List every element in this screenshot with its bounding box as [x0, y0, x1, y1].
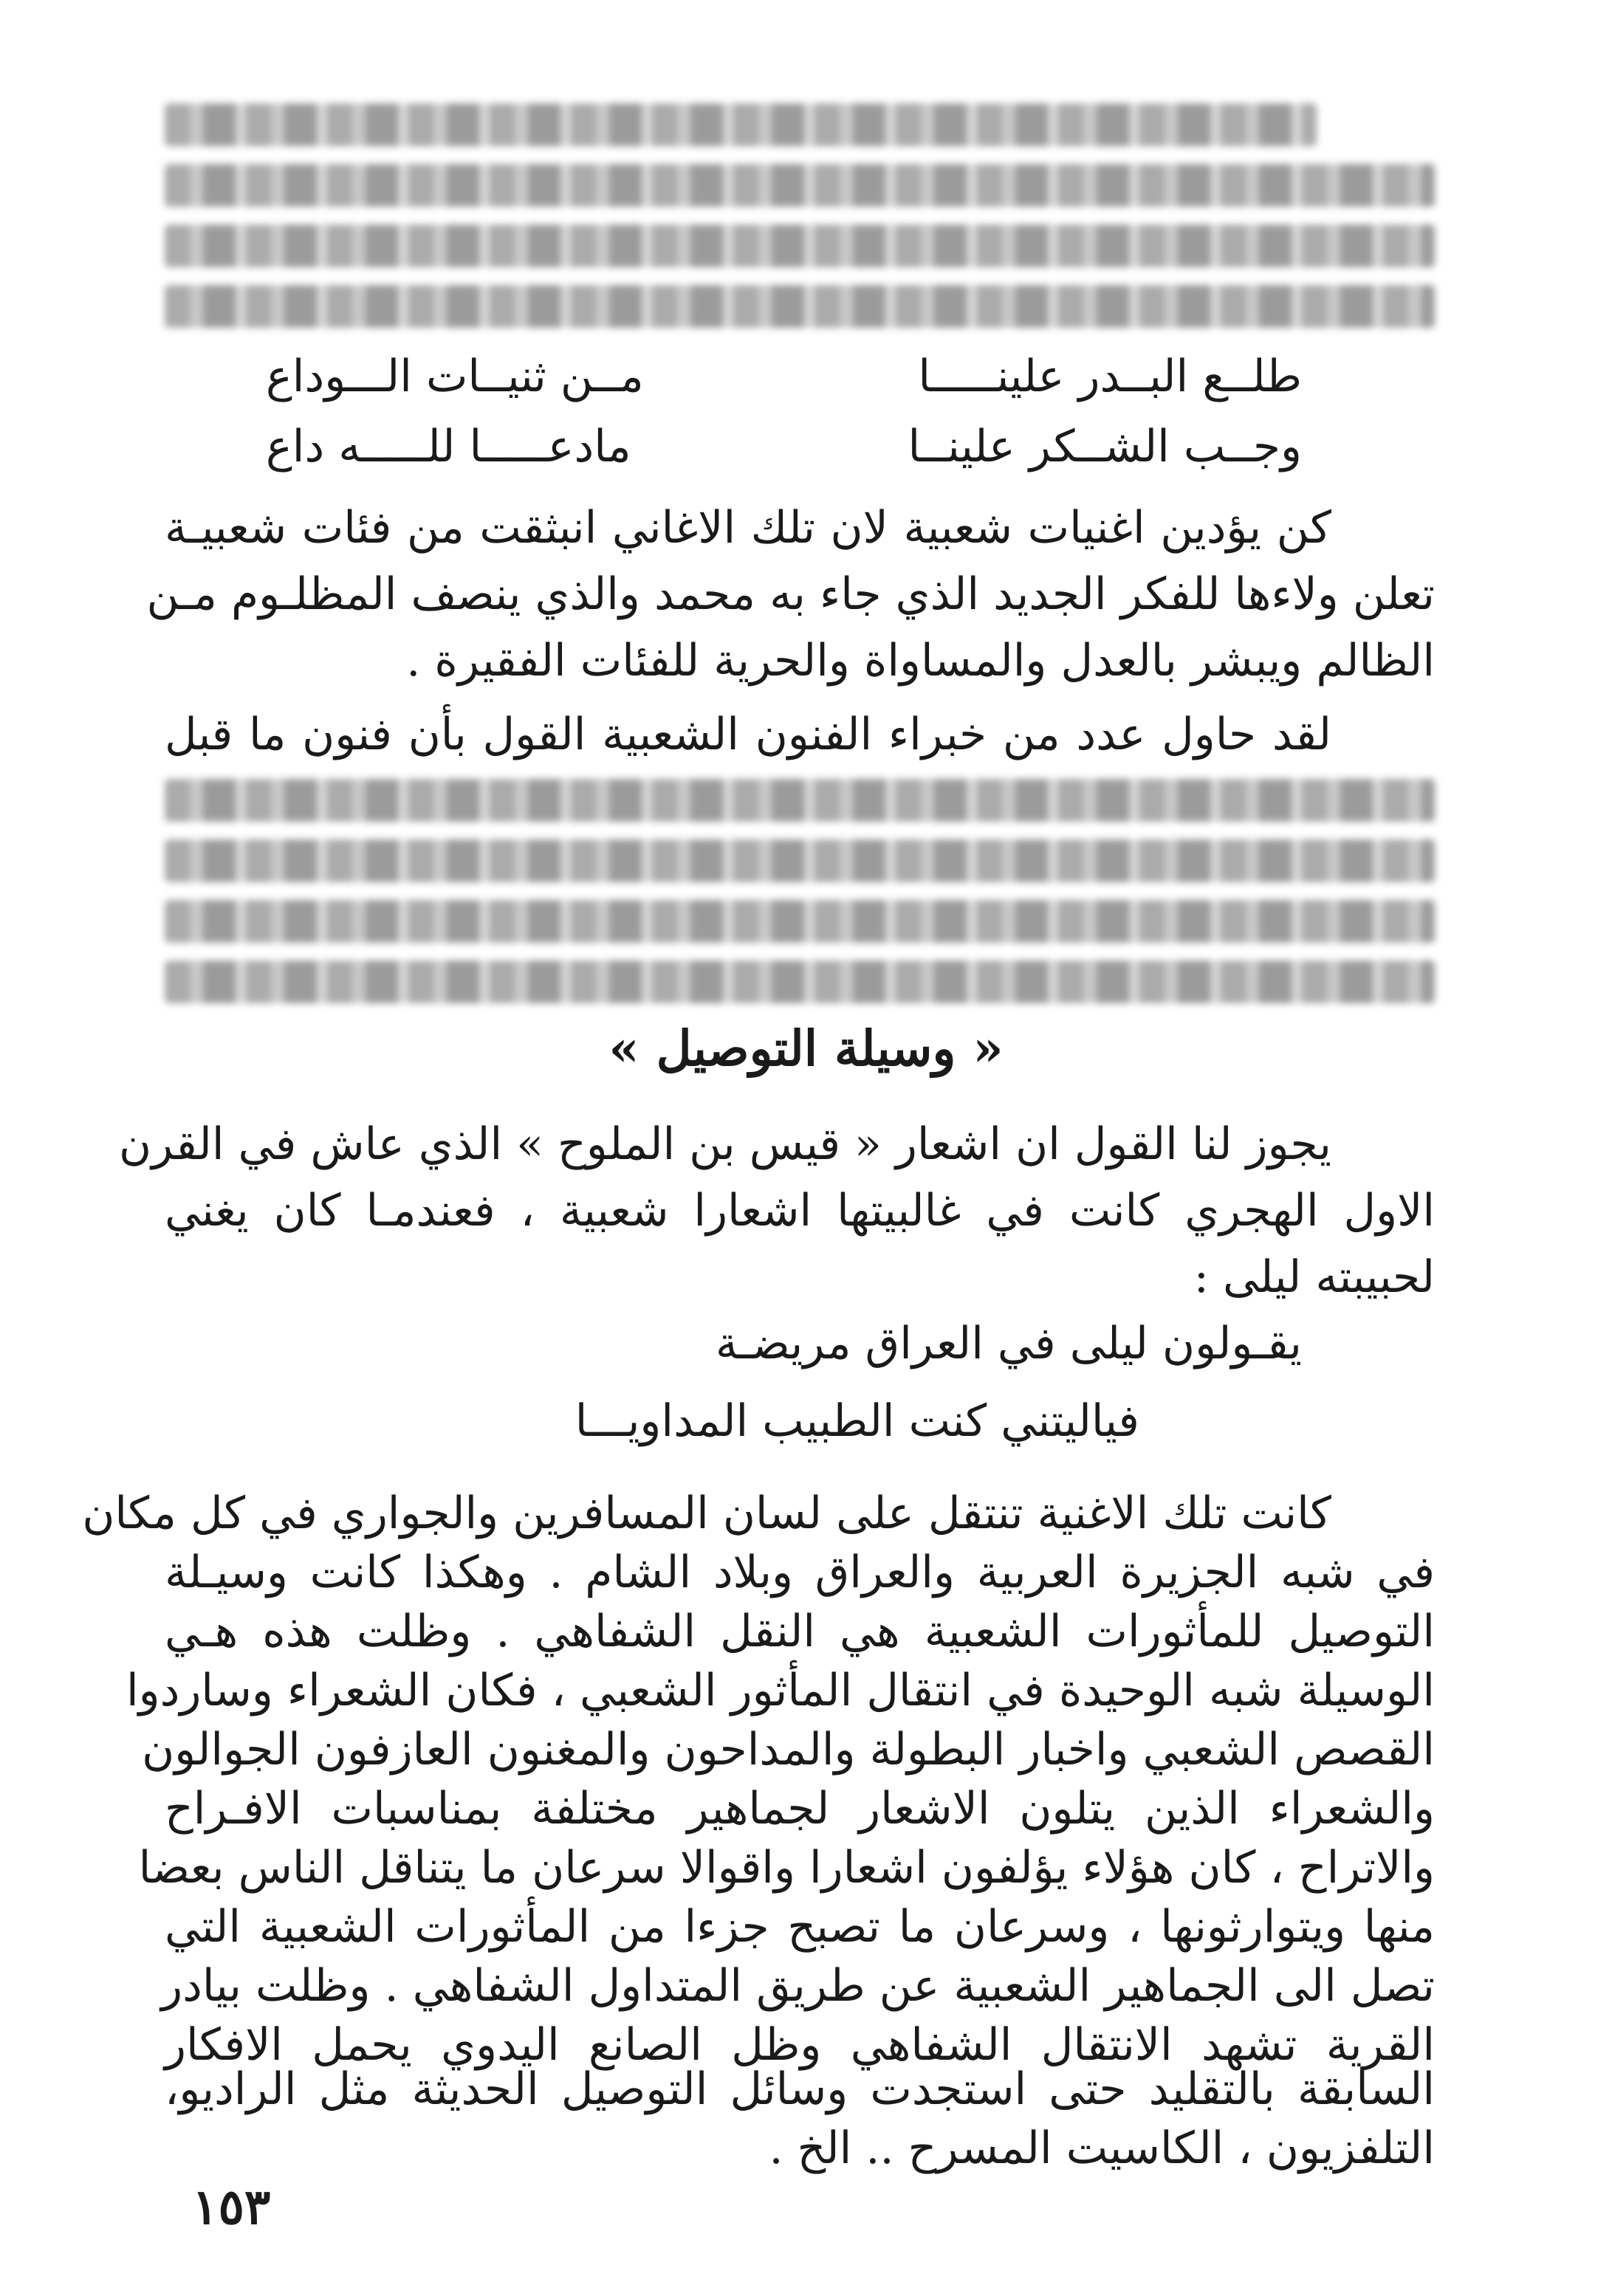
- blurred-line: [165, 779, 1435, 822]
- paragraph-4-line: القرية تشهد الانتقال الشفاهي وظل الصانع اليدوي يحمل الافكار: [165, 2019, 1435, 2071]
- blurred-line: [165, 285, 1435, 328]
- poem-verse-1-left: مــن ثنيــات الـــوداع: [266, 351, 644, 402]
- blurred-text-block-top: [165, 103, 1435, 346]
- paragraph-1-line: تعلن ولاءها للفكر الجديد الذي جاء به محمد والذي ينصف المظلـوم مـن: [146, 568, 1435, 620]
- paragraph-4-line: القصص الشعبي واخبار البطولة والمداحون والمغنون العازفون الجوالون: [142, 1724, 1435, 1776]
- paragraph-4-line: التلفزيون ، الكاسيت المسرح .. الخ .: [769, 2123, 1435, 2174]
- poem-2-line-2: فياليتني كنت الطبيب المداويـــا: [575, 1395, 1139, 1447]
- poem-verse-2-right: وجــب الشــكر علينــا: [908, 421, 1302, 472]
- poem-verse-1-right: طلــع البــدر علينـــــا: [918, 351, 1302, 402]
- paragraph-4-line: والشعراء الذين يتلون الاشعار لجماهير مختلفة بمناسبات الافـراح: [165, 1783, 1435, 1835]
- blurred-line: [165, 164, 1435, 207]
- paragraph-3-line: يجوز لنا القول ان اشعار « قيس بن الملوح » الذي عاش في القرن: [119, 1118, 1331, 1170]
- paragraph-4-line: والاتراح ، كان هؤلاء يؤلفون اشعارا واقوالا سرعان ما يتناقل الناس بعضا: [138, 1842, 1435, 1894]
- paragraph-4-line: منها ويتوارثونها ، وسرعان ما تصبح جزءا من المأثورات الشعبية التي: [165, 1901, 1435, 1953]
- blurred-line: [165, 224, 1435, 267]
- poem-2-line-1: يقـولون ليلى في العراق مريضـة: [715, 1318, 1302, 1369]
- poem-verse-2-left: مادعـــــا للـــــه داع: [266, 421, 631, 472]
- section-heading: « وسيلة التوصيل »: [608, 1020, 1004, 1077]
- page-number: ١٥٣: [192, 2178, 271, 2235]
- paragraph-3-line: الاول الهجري كانت في غالبيتها اشعارا شعبية ، فعندمـا كان يغني: [165, 1185, 1435, 1237]
- paragraph-1-line: الظالم ويبشر بالعدل والمساواة والحرية للفئات الفقيرة .: [406, 635, 1435, 687]
- paragraph-4-line: التوصيل للمأثورات الشعبية هي النقل الشفاهي . وظلت هذه هـي: [165, 1606, 1435, 1657]
- blurred-line: [165, 900, 1435, 943]
- paragraph-4-line: السابقة بالتقليد حتى استجدت وسائل التوصيل الحديثة مثل الراديو،: [165, 2063, 1435, 2115]
- paragraph-4-line: تصل الى الجماهير الشعبية عن طريق المتداول الشفاهي . وظلت بيادر: [161, 1960, 1435, 2012]
- blurred-line: [165, 960, 1435, 1003]
- paragraph-4-line: في شبه الجزيرة العربية والعراق وبلاد الشام . وهكذا كانت وسيـلة: [165, 1547, 1435, 1598]
- blurred-text-block-middle: [165, 779, 1435, 1021]
- paragraph-1-line: كن يؤدين اغنيات شعبية لان تلك الاغاني انبثقت من فئات شعبيـة: [165, 502, 1331, 554]
- blurred-line: [165, 839, 1435, 882]
- paragraph-2-line: لقد حاول عدد من خبراء الفنون الشعبية القول بأن فنون ما قبل: [165, 709, 1331, 760]
- paragraph-4-line: الوسيلة شبه الوحيدة في انتقال المأثور الشعبي ، فكان الشعراء وساردوا: [126, 1665, 1435, 1716]
- paragraph-4-line: كانت تلك الاغنية تنتقل على لسان المسافرين والجواري في كل مكان: [82, 1488, 1331, 1539]
- paragraph-3-line: لحبيبته ليلى :: [1193, 1251, 1435, 1303]
- blurred-line: [165, 103, 1317, 146]
